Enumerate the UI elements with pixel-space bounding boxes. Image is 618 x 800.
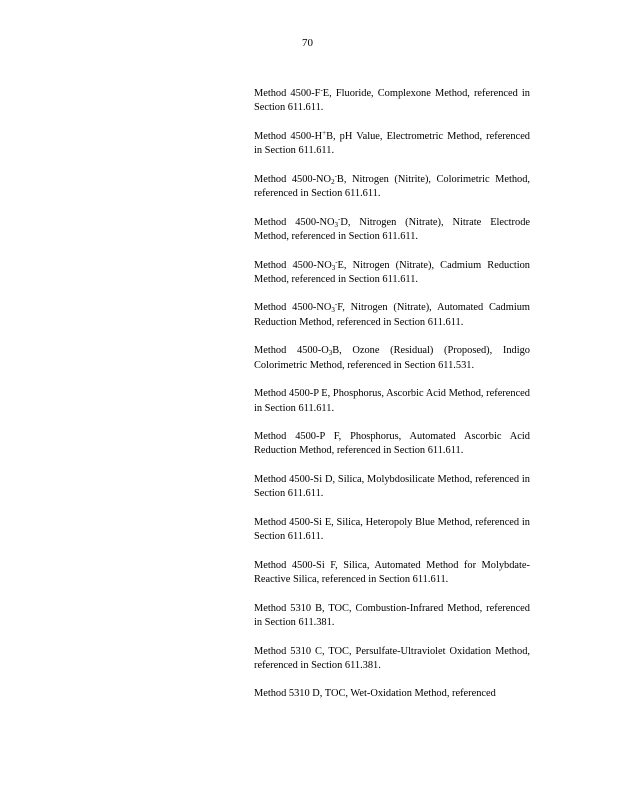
list-item — [254, 602, 530, 631]
list-item — [254, 87, 530, 116]
entry-superscript: - — [334, 171, 337, 180]
entry-subscript: 2 — [331, 177, 335, 186]
list-item — [254, 687, 530, 701]
entry-superscript: - — [337, 214, 341, 223]
entry-text: B, pH Value, Electrometric Method, referenced in Section 611.611. — [254, 130, 530, 157]
entry-superscript: - — [335, 257, 338, 266]
entry-text: B, Nitrogen (Nitrite), Colorimetric Method, referenced in Section 611.611. — [254, 173, 531, 200]
list-item — [254, 387, 530, 416]
list-item — [254, 173, 530, 202]
entry-text: Method 5310 D, TOC, Wet-Oxidation Method, referenced — [254, 688, 496, 700]
entry-subscript: 3 — [331, 306, 335, 315]
list-item — [254, 216, 530, 245]
list-item — [254, 516, 530, 545]
entry-text: E, Nitrogen (Nitrate), Cadmium Reduction Method, referenced in Section 611.611. — [254, 259, 530, 285]
list-item — [254, 645, 530, 674]
entry-subscript: 3 — [331, 263, 336, 272]
list-item — [254, 344, 530, 373]
entry-subscript: 3 — [328, 349, 333, 358]
method-reference-list — [254, 87, 530, 716]
entry-superscript: - — [334, 300, 338, 309]
list-item — [254, 259, 530, 288]
entry-text: Method 4500-P E, Phosphorus, Ascorbic Acid Method, referenced in Section 611.611. — [254, 388, 530, 414]
list-item — [254, 301, 530, 330]
list-item — [254, 130, 530, 159]
entry-superscript: - — [320, 86, 323, 94]
entry-text: Method 4500-Si D, Silica, Molybdosilicate Method, referenced in Section 611.611. — [254, 474, 530, 500]
entry-prefix: Method 4500-F — [254, 88, 321, 99]
list-item — [254, 430, 530, 459]
entry-text: Method 4500-Si E, Silica, Heteropoly Blue Method, referenced in Section 611.611. — [254, 516, 530, 543]
entry-superscript: + — [322, 128, 327, 137]
entry-prefix: Method 4500-NO — [254, 302, 332, 314]
entry-text: Method 5310 C, TOC, Persulfate-Ultraviolet Oxidation Method, referenced in Section 611.381. — [254, 645, 530, 671]
entry-text: F, Nitrogen (Nitrate), Automated Cadmium Reduction Method, referenced in Section 611.611. — [254, 302, 530, 328]
entry-text: D, Nitrogen (Nitrate), Nitrate Electrode Method, referenced in Section 611.611. — [254, 216, 531, 242]
entry-text: Method 4500-Si F, Silica, Automated Method for Molybdate-Reactive Silica, referenced in Section 611.611. — [254, 559, 530, 586]
page-number: 70 — [302, 37, 313, 49]
entry-prefix: Method 4500-NO — [254, 173, 332, 185]
list-item — [254, 559, 530, 588]
list-item — [254, 473, 530, 502]
entry-text: Method 4500-P F, Phosphorus, Automated Ascorbic Acid Reduction Method, referenced in Section 611.611. — [254, 431, 530, 457]
entry-prefix: Method 4500-H — [254, 130, 323, 142]
entry-prefix: Method 4500-NO — [254, 259, 332, 271]
entry-prefix: Method 4500-NO — [254, 216, 335, 228]
entry-subscript: 3 — [334, 220, 338, 229]
entry-text: Method 5310 B, TOC, Combustion-Infrared Method, referenced in Section 611.381. — [254, 602, 530, 628]
entry-text: B, Ozone (Residual) (Proposed), Indigo Colorimetric Method, referenced in Section 611.531. — [254, 345, 530, 371]
entry-text: E, Fluoride, Complexone Method, referenced in Section 611.611. — [254, 88, 530, 114]
entry-prefix: Method 4500-O — [254, 345, 329, 357]
